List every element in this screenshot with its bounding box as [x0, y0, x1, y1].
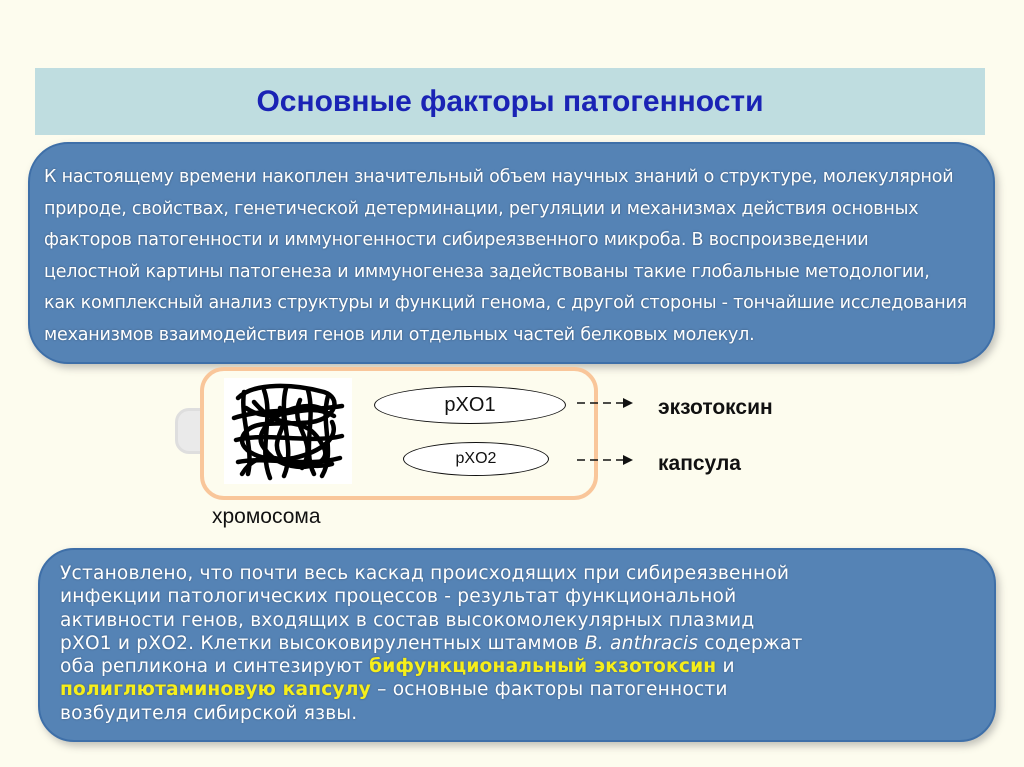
intro-line: К настоящему времени накоплен значительный объем научных знаний о структуре, молекулярной	[44, 167, 954, 187]
chromosome-label: хромосома	[212, 505, 321, 528]
plasmid-pxo1	[374, 386, 566, 424]
chromosome-scribble-icon	[224, 378, 352, 484]
slide-title: Основные факторы патогенности	[256, 84, 764, 118]
intro-line: факторов патогенности и иммуногенности сибиреязвенного микроба. В воспроизведении	[44, 230, 869, 250]
plasmid-pxo2	[403, 442, 549, 476]
conclusion-line: инфекции патологических процессов - результат функциональной	[60, 586, 737, 608]
conclusion-line	[60, 632, 985, 655]
product-capsule-label: капсула	[658, 452, 741, 475]
conclusion-line: возбудителя сибирской язвы.	[60, 702, 358, 724]
conclusion-paragraph	[60, 562, 985, 725]
intro-line: природе, свойствах, генетической детерминации, регуляции и механизмах действия основных	[44, 198, 919, 219]
conclusion-text: – основные факторы патогенности	[370, 679, 728, 701]
conclusion-text: рХО1 и рХО2. Клетки высоковирулентных штаммов	[60, 632, 585, 654]
title-bar	[35, 68, 985, 135]
arrow-right-icon	[575, 453, 635, 467]
intro-paragraph	[44, 162, 984, 351]
species-name: B. anthracis	[584, 632, 699, 654]
highlight-exotoxin: бифункциональный экзотоксин	[369, 656, 717, 678]
intro-line: как комплексный анализ структуры и функций генома, с другой стороны - тончайшие исследования	[44, 293, 968, 313]
arrow-right-icon	[575, 396, 635, 410]
intro-line: целостной картины патогенеза и иммуногенеза задействованы такие глобальные методологии,	[44, 261, 930, 282]
highlight-capsule: полиглютаминовую капсулу	[60, 679, 371, 701]
conclusion-text: оба репликона и синтезируют	[60, 656, 370, 678]
intro-line: механизмов взаимодействия генов или отдельных частей белковых молекул.	[44, 324, 755, 345]
conclusion-text-box	[38, 548, 996, 742]
conclusion-line	[60, 678, 985, 701]
conclusion-line: активности генов, входящих в состав высокомолекулярных плазмид	[60, 609, 755, 631]
intro-text-box	[28, 142, 995, 364]
conclusion-line	[60, 655, 985, 678]
chromosome-image	[224, 378, 352, 484]
conclusion-text: и	[716, 656, 735, 678]
conclusion-line: Установлено, что почти весь каскад происходящих при сибиреязвенной	[60, 563, 790, 584]
plasmid-pxo2-label: pXO2	[455, 450, 497, 467]
product-exotoxin-label: экзотоксин	[658, 396, 773, 419]
conclusion-text: содержат	[698, 632, 803, 654]
plasmid-pxo1-label: pXO1	[444, 393, 496, 416]
